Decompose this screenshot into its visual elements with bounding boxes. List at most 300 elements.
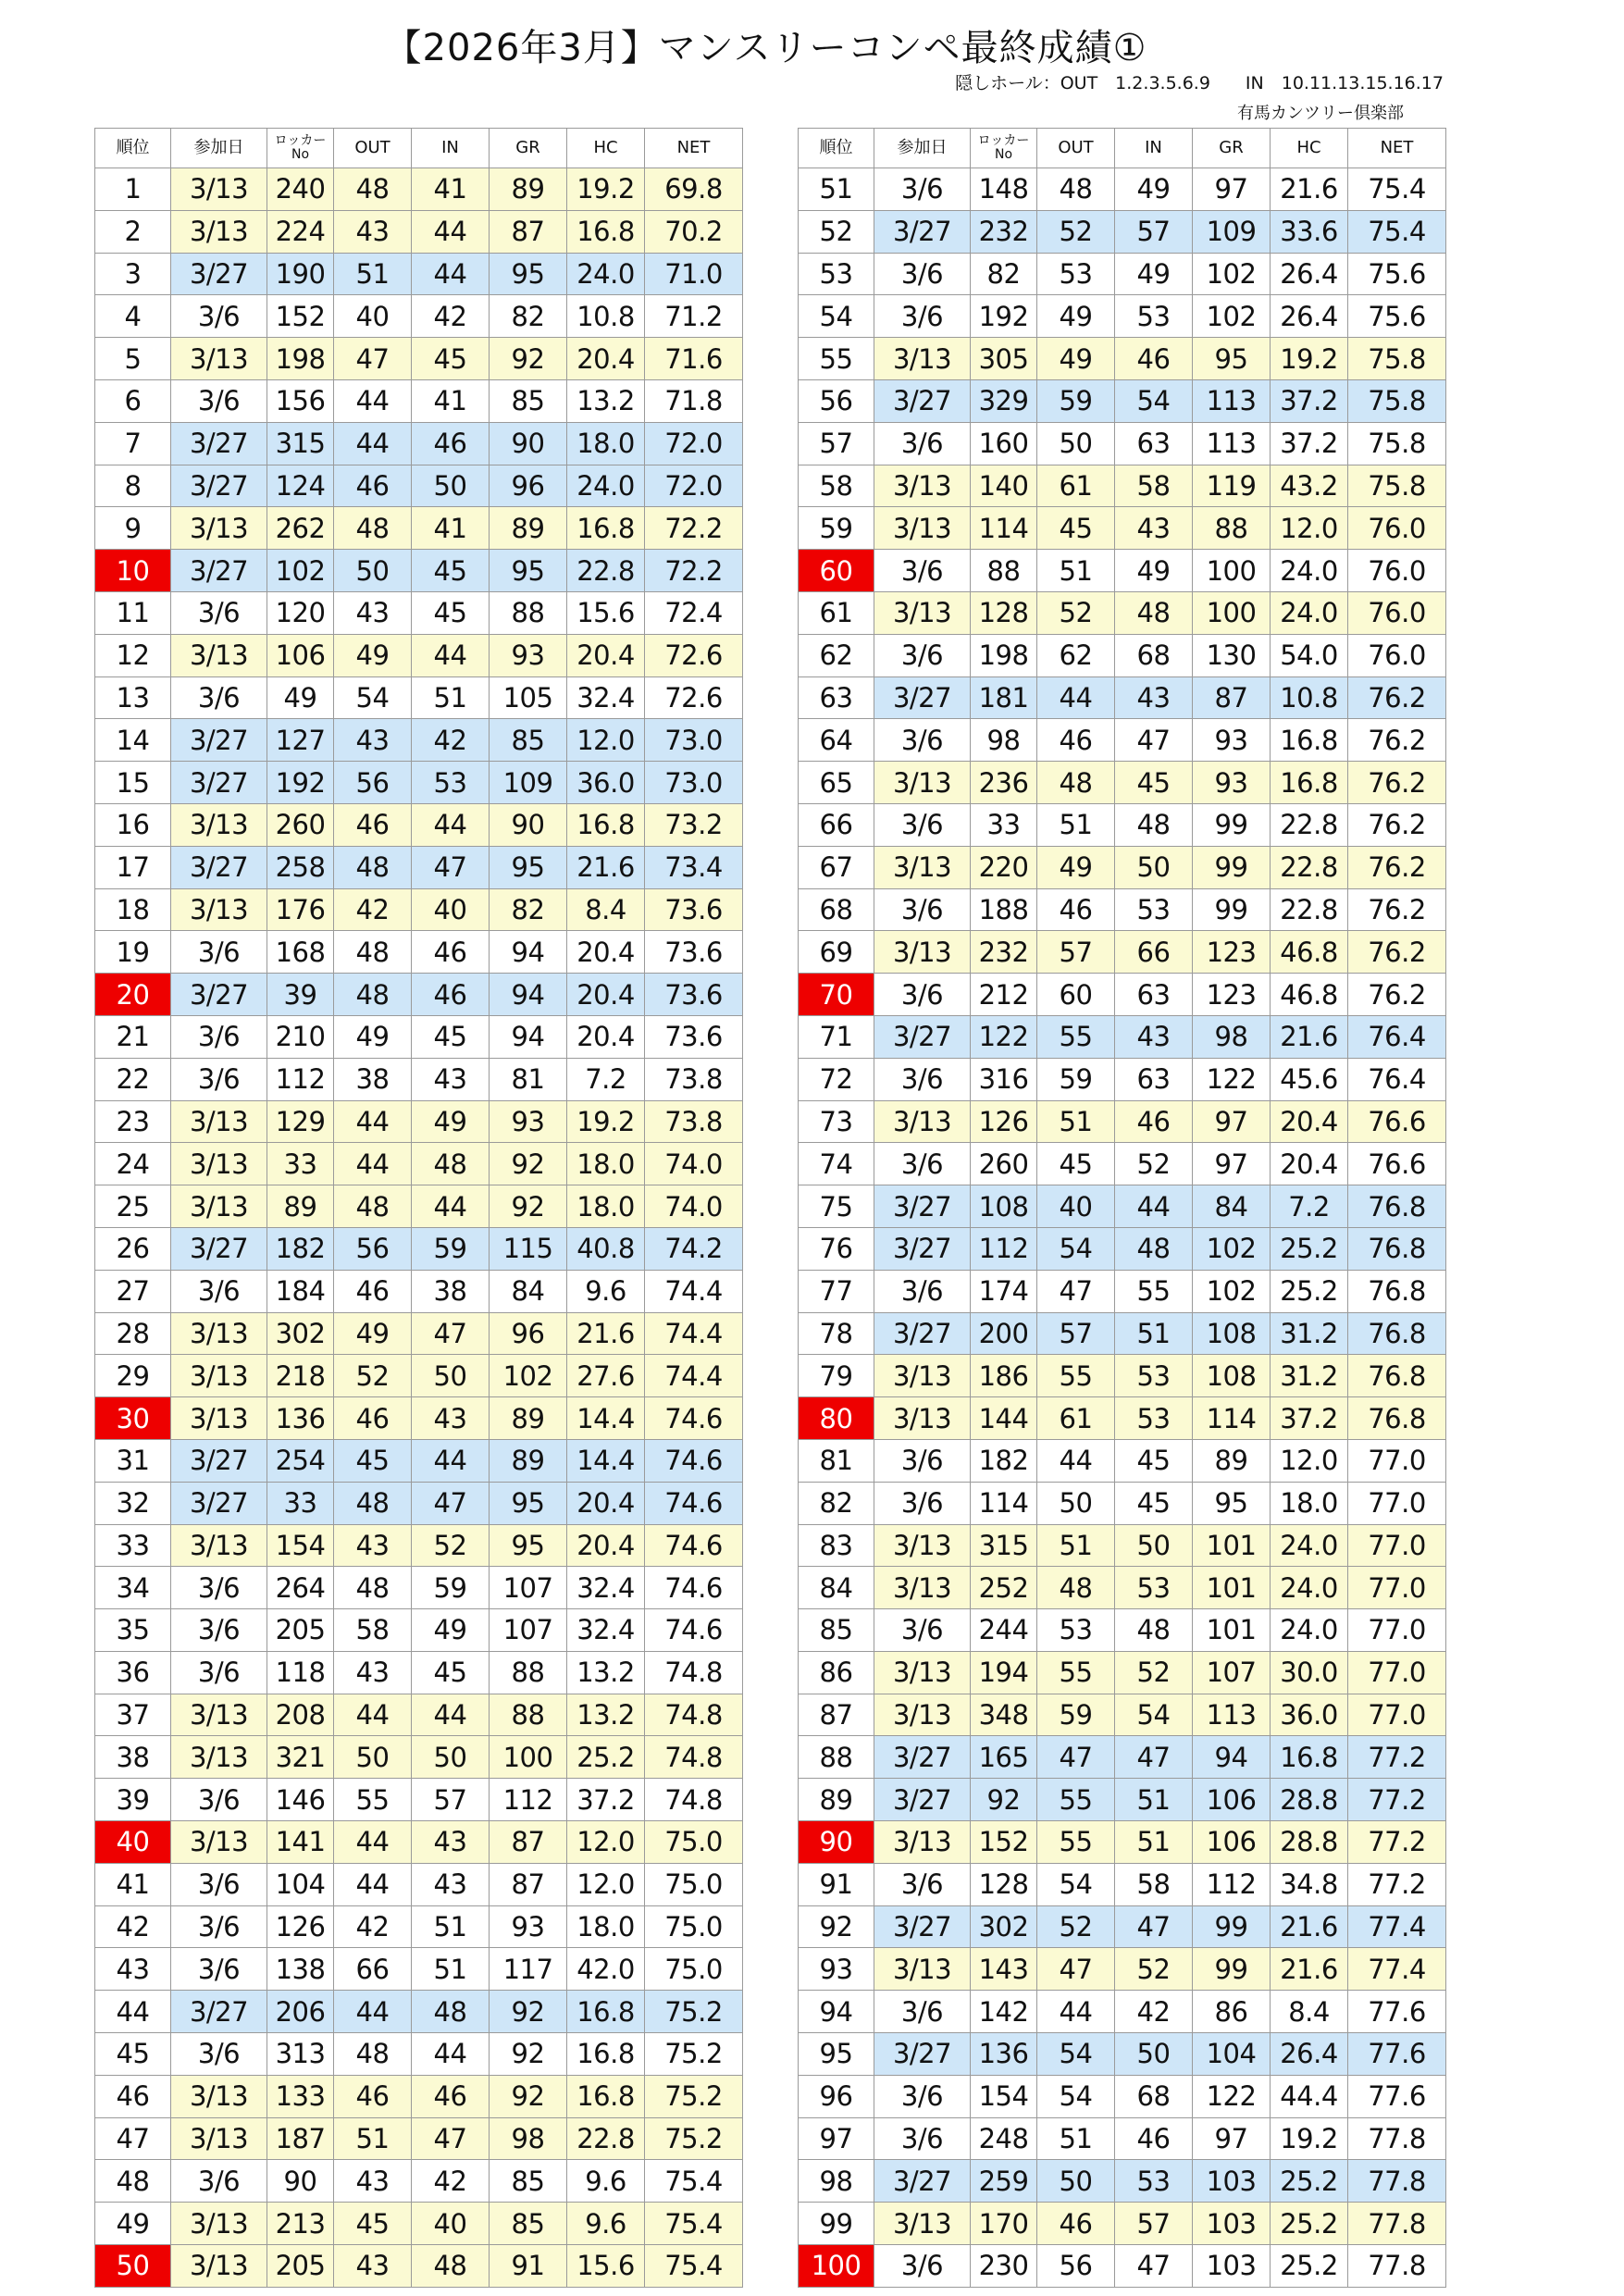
- cell-rank: 51: [799, 168, 874, 211]
- cell-net: 77.6: [1348, 2033, 1446, 2076]
- table-row: [799, 591, 1446, 634]
- cell-date: 3/27: [874, 1227, 971, 1270]
- cell-hc: 16.8: [567, 2033, 645, 2076]
- table-row: [95, 1609, 743, 1652]
- cell-date: 3/27: [874, 2033, 971, 2076]
- cell-locker: 188: [971, 888, 1037, 931]
- cell-rank: 17: [95, 846, 171, 888]
- cell-rank: 100: [799, 2245, 874, 2288]
- cell-in: 44: [412, 1439, 490, 1482]
- cell-hc: 25.2: [1271, 1227, 1348, 1270]
- table-row: [95, 1948, 743, 1991]
- table-row: [799, 1821, 1446, 1864]
- results-table-left: [94, 128, 743, 2288]
- cell-in: 40: [412, 888, 490, 931]
- cell-date: 3/6: [874, 422, 971, 465]
- cell-date: 3/13: [874, 2203, 971, 2245]
- cell-locker: 232: [971, 931, 1037, 974]
- header-hc: HC: [1271, 129, 1348, 168]
- cell-date: 3/13: [171, 2245, 267, 2288]
- table-row: [95, 1863, 743, 1905]
- cell-locker: 89: [267, 1185, 334, 1228]
- table-row: [799, 1736, 1446, 1779]
- cell-date: 3/13: [171, 338, 267, 380]
- cell-hc: 18.0: [567, 1185, 645, 1228]
- table-row: [799, 974, 1446, 1016]
- cell-in: 53: [1115, 1567, 1193, 1609]
- cell-gr: 109: [490, 762, 567, 804]
- cell-locker: 112: [971, 1227, 1037, 1270]
- table-row: [95, 253, 743, 295]
- cell-out: 50: [334, 550, 412, 592]
- cell-in: 45: [412, 591, 490, 634]
- cell-locker: 264: [267, 1567, 334, 1609]
- header-gr: GR: [490, 129, 567, 168]
- cell-locker: 138: [267, 1948, 334, 1991]
- cell-rank: 99: [799, 2203, 874, 2245]
- cell-locker: 108: [971, 1185, 1037, 1228]
- cell-gr: 98: [490, 2117, 567, 2160]
- cell-in: 48: [1115, 591, 1193, 634]
- cell-hc: 15.6: [567, 591, 645, 634]
- table-row: [799, 2117, 1446, 2160]
- cell-rank: 29: [95, 1355, 171, 1397]
- cell-net: 70.2: [645, 210, 743, 253]
- cell-in: 58: [1115, 465, 1193, 507]
- cell-gr: 102: [1193, 1270, 1271, 1312]
- cell-in: 50: [1115, 2033, 1193, 2076]
- cell-locker: 170: [971, 2203, 1037, 2245]
- cell-locker: 120: [267, 591, 334, 634]
- cell-out: 46: [334, 1270, 412, 1312]
- table-row: [799, 2245, 1446, 2288]
- cell-locker: 154: [267, 1524, 334, 1567]
- cell-in: 42: [1115, 1991, 1193, 2033]
- header-date: 参加日: [171, 129, 267, 168]
- cell-rank: 24: [95, 1143, 171, 1185]
- cell-net: 75.8: [1348, 465, 1446, 507]
- cell-locker: 315: [971, 1524, 1037, 1567]
- cell-locker: 244: [971, 1609, 1037, 1652]
- cell-rank: 34: [95, 1567, 171, 1609]
- cell-out: 52: [1037, 210, 1115, 253]
- cell-hc: 24.0: [1271, 550, 1348, 592]
- cell-hc: 30.0: [1271, 1651, 1348, 1694]
- cell-rank: 80: [799, 1397, 874, 1440]
- cell-in: 46: [412, 2075, 490, 2117]
- cell-hc: 21.6: [1271, 168, 1348, 211]
- cell-out: 43: [334, 2245, 412, 2288]
- cell-locker: 205: [267, 2245, 334, 2288]
- cell-rank: 92: [799, 1905, 874, 1948]
- cell-hc: 24.0: [567, 465, 645, 507]
- cell-rank: 77: [799, 1270, 874, 1312]
- cell-in: 46: [412, 974, 490, 1016]
- cell-gr: 107: [1193, 1651, 1271, 1694]
- cell-out: 46: [334, 2075, 412, 2117]
- table-row: [799, 931, 1446, 974]
- cell-hc: 21.6: [567, 846, 645, 888]
- cell-locker: 82: [971, 253, 1037, 295]
- cell-date: 3/27: [171, 1439, 267, 1482]
- cell-net: 77.8: [1348, 2203, 1446, 2245]
- cell-out: 49: [334, 634, 412, 676]
- cell-out: 55: [1037, 1821, 1115, 1864]
- cell-rank: 53: [799, 253, 874, 295]
- cell-rank: 12: [95, 634, 171, 676]
- cell-rank: 82: [799, 1482, 874, 1524]
- cell-hc: 13.2: [567, 1694, 645, 1736]
- cell-locker: 198: [971, 634, 1037, 676]
- cell-gr: 102: [1193, 295, 1271, 338]
- cell-locker: 182: [267, 1227, 334, 1270]
- cell-in: 44: [412, 1694, 490, 1736]
- cell-in: 42: [412, 2160, 490, 2203]
- cell-locker: 118: [267, 1651, 334, 1694]
- cell-in: 49: [1115, 253, 1193, 295]
- cell-rank: 33: [95, 1524, 171, 1567]
- cell-locker: 305: [971, 338, 1037, 380]
- cell-rank: 45: [95, 2033, 171, 2076]
- cell-rank: 73: [799, 1100, 874, 1143]
- cell-locker: 184: [267, 1270, 334, 1312]
- cell-locker: 192: [267, 762, 334, 804]
- cell-in: 48: [1115, 803, 1193, 846]
- cell-locker: 176: [267, 888, 334, 931]
- cell-net: 77.2: [1348, 1736, 1446, 1779]
- cell-hc: 22.8: [567, 550, 645, 592]
- cell-net: 76.2: [1348, 762, 1446, 804]
- cell-date: 3/27: [874, 1905, 971, 1948]
- cell-gr: 85: [490, 2203, 567, 2245]
- cell-out: 59: [1037, 379, 1115, 422]
- cell-gr: 97: [1193, 168, 1271, 211]
- cell-rank: 71: [799, 1015, 874, 1058]
- cell-locker: 218: [267, 1355, 334, 1397]
- cell-locker: 236: [971, 762, 1037, 804]
- cell-hc: 9.6: [567, 2203, 645, 2245]
- cell-net: 77.0: [1348, 1524, 1446, 1567]
- cell-gr: 95: [490, 550, 567, 592]
- table-row: [799, 1609, 1446, 1652]
- cell-rank: 46: [95, 2075, 171, 2117]
- cell-net: 73.6: [645, 974, 743, 1016]
- cell-gr: 93: [490, 1100, 567, 1143]
- cell-net: 72.4: [645, 591, 743, 634]
- table-row: [799, 2033, 1446, 2076]
- cell-rank: 91: [799, 1863, 874, 1905]
- cell-hc: 20.4: [1271, 1100, 1348, 1143]
- cell-gr: 107: [490, 1567, 567, 1609]
- cell-rank: 74: [799, 1143, 874, 1185]
- cell-hc: 14.4: [567, 1397, 645, 1440]
- header-locker: [267, 129, 334, 168]
- cell-date: 3/27: [171, 422, 267, 465]
- cell-in: 63: [1115, 974, 1193, 1016]
- cell-hc: 18.0: [567, 1143, 645, 1185]
- cell-gr: 99: [1193, 846, 1271, 888]
- cell-in: 41: [412, 379, 490, 422]
- cell-in: 54: [1115, 1694, 1193, 1736]
- cell-hc: 18.0: [1271, 1482, 1348, 1524]
- cell-hc: 24.0: [1271, 1609, 1348, 1652]
- cell-gr: 98: [1193, 1015, 1271, 1058]
- cell-gr: 113: [1193, 379, 1271, 422]
- cell-hc: 37.2: [1271, 422, 1348, 465]
- cell-rank: 41: [95, 1863, 171, 1905]
- cell-date: 3/6: [874, 719, 971, 762]
- cell-date: 3/13: [874, 1651, 971, 1694]
- table-row: [799, 295, 1446, 338]
- cell-rank: 97: [799, 2117, 874, 2160]
- cell-hc: 20.4: [567, 634, 645, 676]
- cell-date: 3/13: [171, 803, 267, 846]
- cell-locker: 165: [971, 1736, 1037, 1779]
- cell-out: 44: [334, 1694, 412, 1736]
- cell-in: 43: [412, 1821, 490, 1864]
- cell-gr: 95: [490, 846, 567, 888]
- cell-out: 52: [1037, 1905, 1115, 1948]
- cell-in: 66: [1115, 931, 1193, 974]
- header-locker-line2: No: [291, 147, 310, 162]
- cell-gr: 95: [490, 253, 567, 295]
- table-row: [95, 719, 743, 762]
- cell-out: 48: [334, 846, 412, 888]
- cell-hc: 37.2: [1271, 379, 1348, 422]
- cell-in: 52: [1115, 1651, 1193, 1694]
- header-locker-line2: No: [994, 147, 1013, 162]
- cell-date: 3/13: [874, 846, 971, 888]
- cell-date: 3/13: [171, 1736, 267, 1779]
- cell-locker: 33: [267, 1482, 334, 1524]
- cell-locker: 258: [267, 846, 334, 888]
- cell-hc: 24.0: [1271, 1567, 1348, 1609]
- table-row: [95, 2117, 743, 2160]
- cell-out: 46: [1037, 2203, 1115, 2245]
- cell-in: 50: [1115, 1524, 1193, 1567]
- cell-gr: 89: [490, 1439, 567, 1482]
- cell-hc: 8.4: [1271, 1991, 1348, 2033]
- cell-gr: 96: [490, 1312, 567, 1355]
- cell-rank: 90: [799, 1821, 874, 1864]
- table-row: [95, 1779, 743, 1821]
- cell-gr: 112: [490, 1779, 567, 1821]
- cell-net: 74.0: [645, 1143, 743, 1185]
- table-row: [95, 1524, 743, 1567]
- cell-in: 49: [412, 1100, 490, 1143]
- cell-gr: 97: [1193, 1100, 1271, 1143]
- table-row: [799, 1312, 1446, 1355]
- table-row: [799, 253, 1446, 295]
- cell-locker: 126: [971, 1100, 1037, 1143]
- cell-in: 49: [1115, 168, 1193, 211]
- cell-gr: 94: [490, 1015, 567, 1058]
- cell-hc: 26.4: [1271, 253, 1348, 295]
- cell-in: 53: [412, 762, 490, 804]
- cell-net: 72.2: [645, 507, 743, 550]
- cell-date: 3/27: [171, 846, 267, 888]
- cell-rank: 78: [799, 1312, 874, 1355]
- cell-rank: 14: [95, 719, 171, 762]
- cell-hc: 15.6: [567, 2245, 645, 2288]
- cell-date: 3/6: [874, 2245, 971, 2288]
- cell-hc: 43.2: [1271, 465, 1348, 507]
- cell-net: 76.2: [1348, 803, 1446, 846]
- cell-locker: 143: [971, 1948, 1037, 1991]
- cell-gr: 114: [1193, 1397, 1271, 1440]
- cell-in: 53: [1115, 2160, 1193, 2203]
- cell-hc: 32.4: [567, 676, 645, 719]
- cell-gr: 99: [1193, 803, 1271, 846]
- cell-date: 3/6: [874, 1058, 971, 1100]
- cell-net: 73.8: [645, 1100, 743, 1143]
- cell-net: 76.2: [1348, 888, 1446, 931]
- cell-hc: 25.2: [1271, 1270, 1348, 1312]
- cell-gr: 106: [1193, 1779, 1271, 1821]
- cell-rank: 93: [799, 1948, 874, 1991]
- table-row: [95, 1905, 743, 1948]
- cell-out: 54: [334, 676, 412, 719]
- cell-locker: 316: [971, 1058, 1037, 1100]
- cell-date: 3/13: [874, 1567, 971, 1609]
- cell-net: 75.0: [645, 1905, 743, 1948]
- cell-rank: 27: [95, 1270, 171, 1312]
- cell-out: 44: [1037, 1439, 1115, 1482]
- cell-out: 54: [1037, 2033, 1115, 2076]
- cell-locker: 156: [267, 379, 334, 422]
- table-row: [95, 591, 743, 634]
- table-row: [799, 338, 1446, 380]
- cell-net: 76.8: [1348, 1270, 1446, 1312]
- cell-locker: 262: [267, 507, 334, 550]
- table-row: [95, 803, 743, 846]
- cell-date: 3/6: [874, 2075, 971, 2117]
- cell-net: 73.0: [645, 762, 743, 804]
- cell-gr: 101: [1193, 1524, 1271, 1567]
- cell-locker: 127: [267, 719, 334, 762]
- table-row: [799, 1863, 1446, 1905]
- cell-hc: 24.0: [567, 253, 645, 295]
- cell-net: 75.4: [645, 2245, 743, 2288]
- cell-net: 76.8: [1348, 1227, 1446, 1270]
- cell-locker: 187: [267, 2117, 334, 2160]
- cell-gr: 87: [490, 1863, 567, 1905]
- header-gr: GR: [1193, 129, 1271, 168]
- cell-gr: 82: [490, 295, 567, 338]
- cell-out: 55: [1037, 1355, 1115, 1397]
- cell-out: 49: [1037, 846, 1115, 888]
- cell-rank: 75: [799, 1185, 874, 1228]
- cell-hc: 25.2: [1271, 2203, 1348, 2245]
- cell-net: 75.2: [645, 2075, 743, 2117]
- cell-hc: 37.2: [567, 1779, 645, 1821]
- cell-rank: 76: [799, 1227, 874, 1270]
- cell-date: 3/6: [171, 1058, 267, 1100]
- cell-locker: 114: [971, 507, 1037, 550]
- header-in: IN: [412, 129, 490, 168]
- cell-gr: 95: [490, 1524, 567, 1567]
- cell-date: 3/13: [171, 1821, 267, 1864]
- cell-gr: 97: [1193, 2117, 1271, 2160]
- cell-rank: 64: [799, 719, 874, 762]
- cell-locker: 92: [971, 1779, 1037, 1821]
- cell-out: 61: [1037, 465, 1115, 507]
- cell-rank: 28: [95, 1312, 171, 1355]
- cell-hc: 20.4: [567, 1524, 645, 1567]
- results-body-left: [95, 168, 743, 2288]
- cell-date: 3/6: [874, 2117, 971, 2160]
- cell-locker: 106: [267, 634, 334, 676]
- cell-out: 51: [334, 253, 412, 295]
- cell-date: 3/27: [171, 719, 267, 762]
- cell-date: 3/27: [874, 210, 971, 253]
- cell-rank: 59: [799, 507, 874, 550]
- cell-rank: 32: [95, 1482, 171, 1524]
- table-row: [799, 1948, 1446, 1991]
- table-row: [799, 1439, 1446, 1482]
- cell-gr: 115: [490, 1227, 567, 1270]
- header-rank: 順位: [799, 129, 874, 168]
- cell-in: 53: [1115, 295, 1193, 338]
- cell-date: 3/13: [874, 762, 971, 804]
- table-row: [799, 1694, 1446, 1736]
- cell-gr: 85: [490, 2160, 567, 2203]
- cell-net: 77.6: [1348, 2075, 1446, 2117]
- cell-gr: 93: [490, 1905, 567, 1948]
- cell-gr: 95: [1193, 338, 1271, 380]
- cell-date: 3/13: [171, 1185, 267, 1228]
- cell-hc: 32.4: [567, 1609, 645, 1652]
- cell-in: 41: [412, 507, 490, 550]
- cell-locker: 208: [267, 1694, 334, 1736]
- cell-in: 45: [1115, 762, 1193, 804]
- cell-net: 74.6: [645, 1439, 743, 1482]
- cell-out: 48: [334, 2033, 412, 2076]
- cell-gr: 102: [1193, 253, 1271, 295]
- cell-gr: 91: [490, 2245, 567, 2288]
- cell-date: 3/13: [874, 1100, 971, 1143]
- cell-gr: 108: [1193, 1355, 1271, 1397]
- cell-rank: 49: [95, 2203, 171, 2245]
- table-row: [799, 676, 1446, 719]
- cell-in: 43: [1115, 1015, 1193, 1058]
- cell-locker: 154: [971, 2075, 1037, 2117]
- cell-rank: 48: [95, 2160, 171, 2203]
- cell-net: 76.0: [1348, 507, 1446, 550]
- header-hc: HC: [567, 129, 645, 168]
- cell-gr: 81: [490, 1058, 567, 1100]
- cell-gr: 95: [490, 1482, 567, 1524]
- cell-date: 3/13: [874, 1821, 971, 1864]
- cell-net: 71.2: [645, 295, 743, 338]
- cell-net: 74.0: [645, 1185, 743, 1228]
- cell-in: 42: [412, 295, 490, 338]
- cell-net: 75.2: [645, 2033, 743, 2076]
- cell-net: 77.0: [1348, 1439, 1446, 1482]
- table-row: [799, 1779, 1446, 1821]
- cell-out: 54: [1037, 1227, 1115, 1270]
- table-row: [95, 762, 743, 804]
- table-row: [95, 1355, 743, 1397]
- cell-date: 3/13: [874, 507, 971, 550]
- cell-date: 3/27: [171, 762, 267, 804]
- cell-in: 47: [412, 2117, 490, 2160]
- cell-date: 3/6: [874, 888, 971, 931]
- cell-date: 3/13: [874, 1948, 971, 1991]
- cell-out: 57: [1037, 1312, 1115, 1355]
- cell-out: 59: [1037, 1058, 1115, 1100]
- cell-hc: 28.8: [1271, 1821, 1348, 1864]
